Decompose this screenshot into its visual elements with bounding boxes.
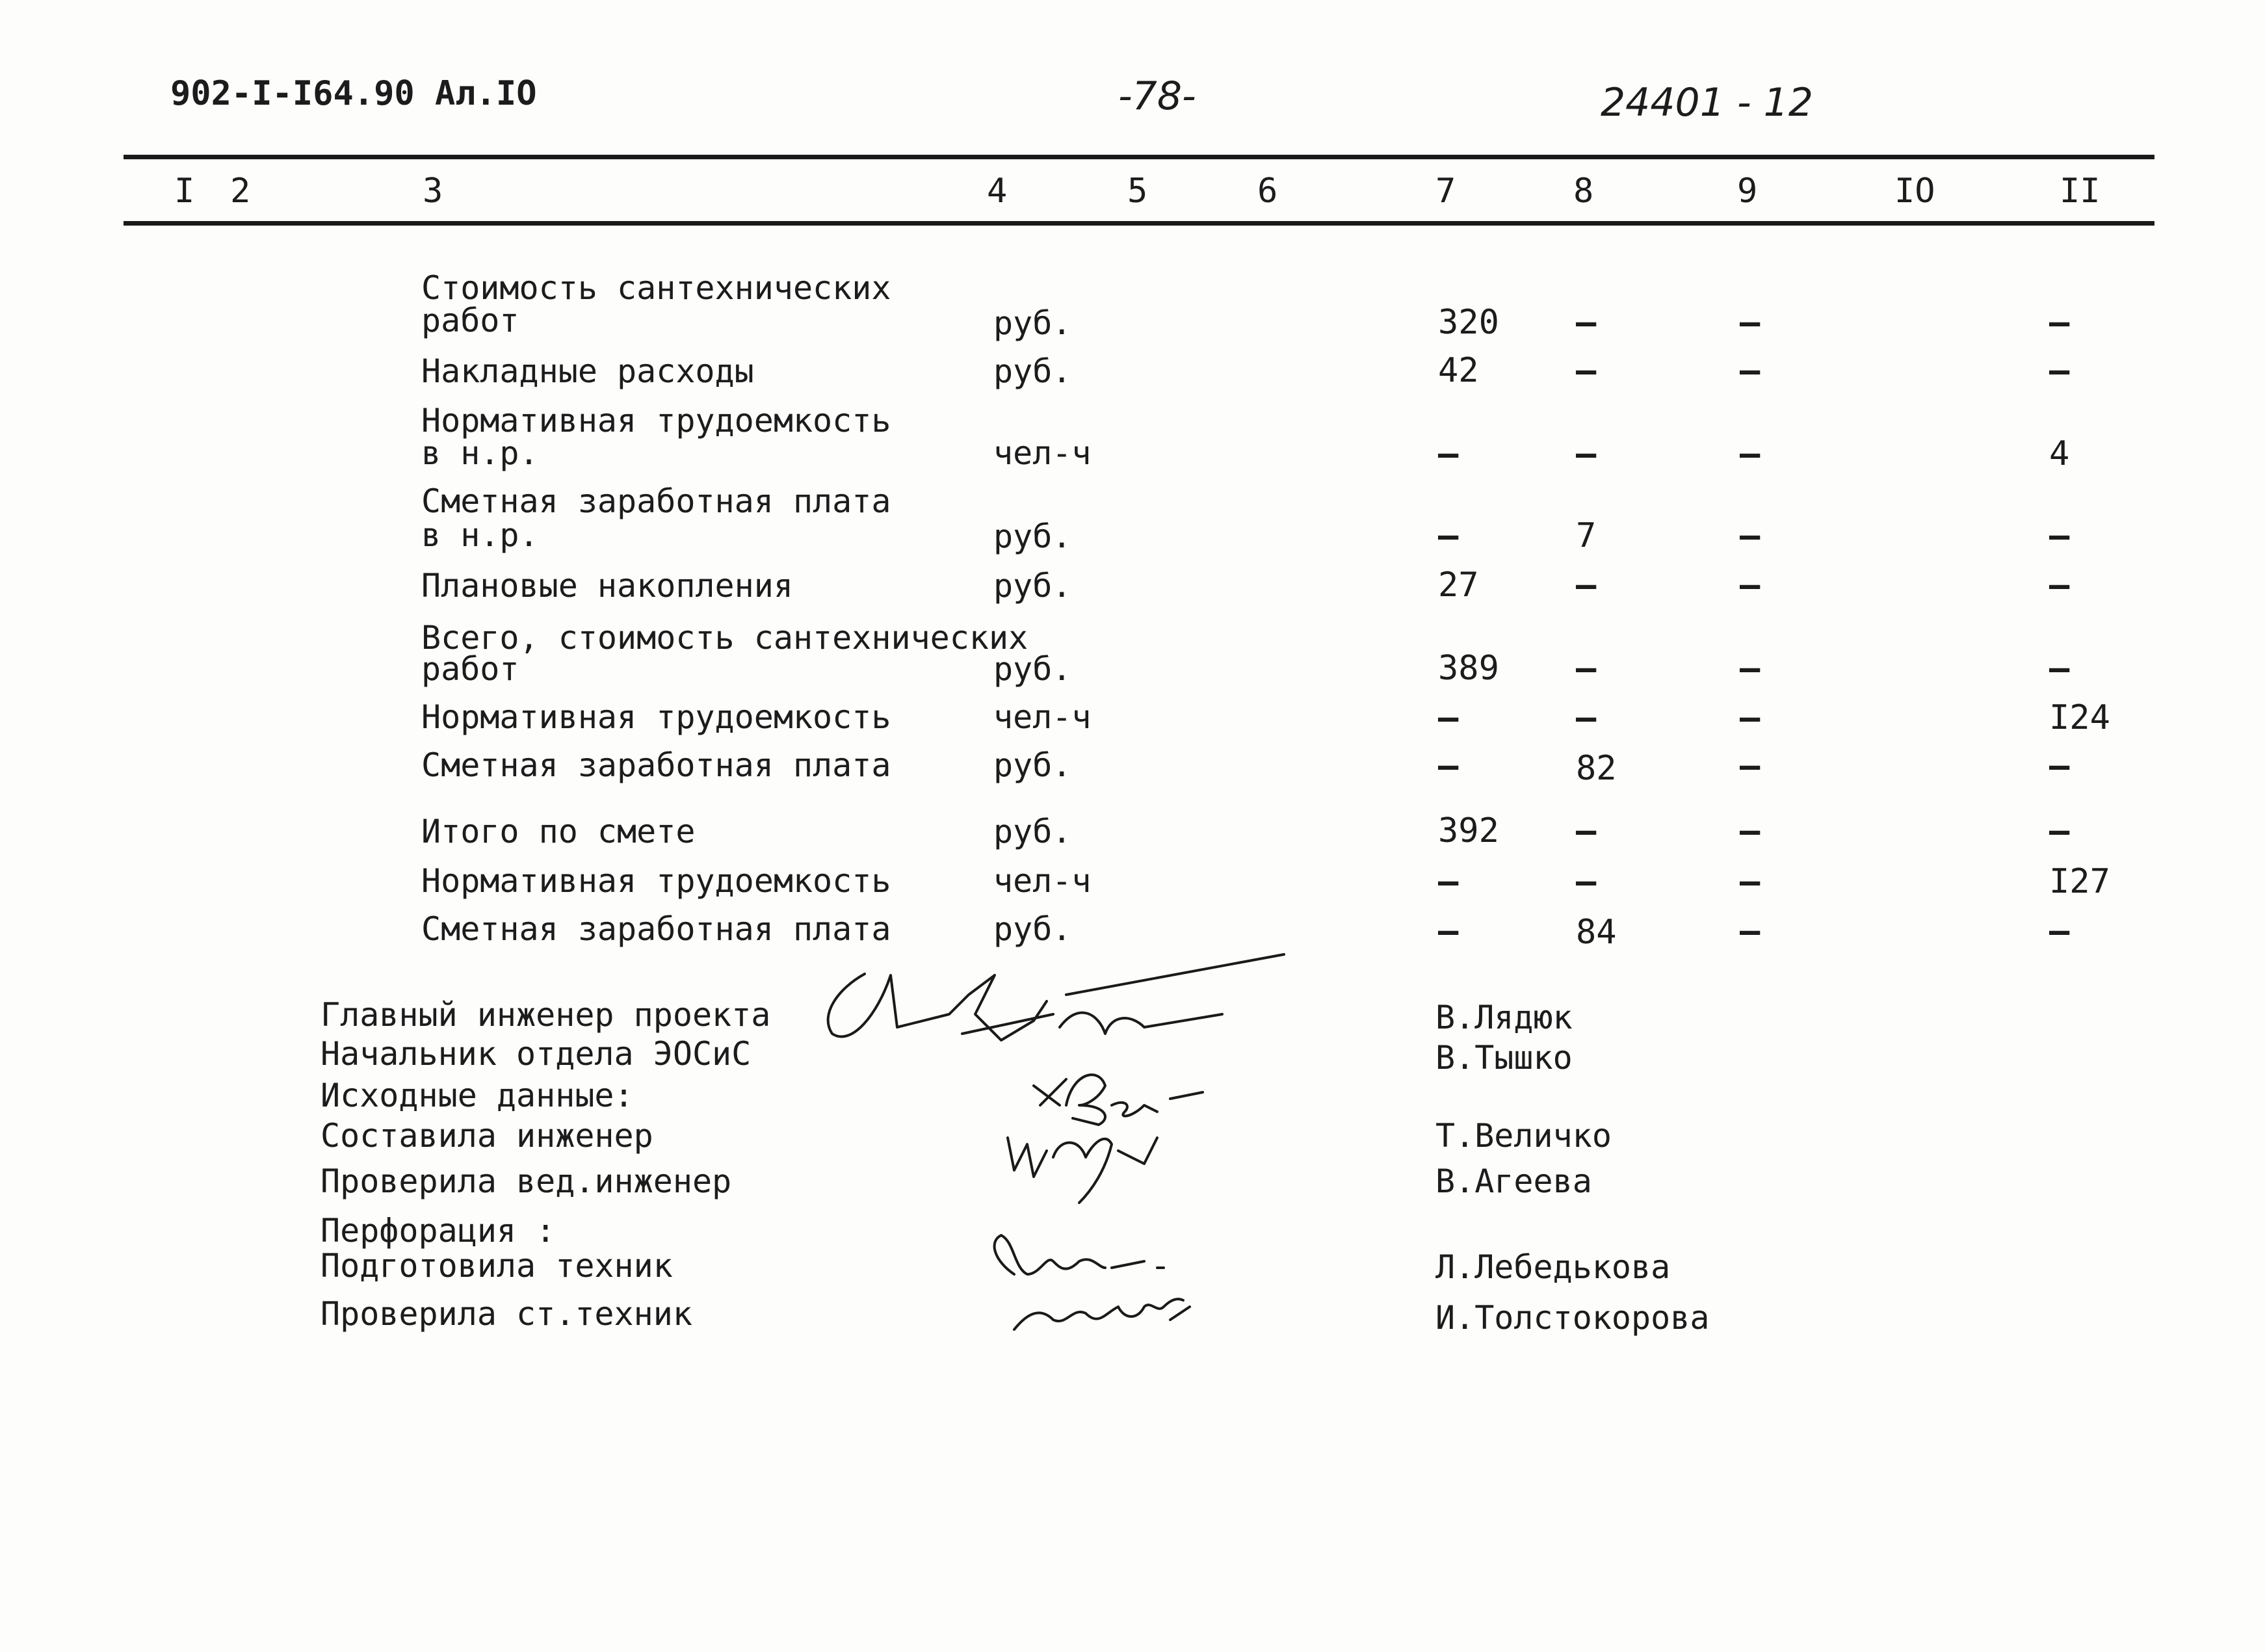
column-header: 7 (1435, 172, 1456, 211)
value-cell-col9: – (1740, 911, 1761, 951)
value-cell-col7: – (1438, 746, 1459, 785)
signatory-name: В.Тышко (1435, 1039, 1573, 1077)
sheet-code: 24401 - 12 (1601, 80, 1814, 125)
signature-title: Составила инженер (321, 1117, 653, 1155)
signatory-name: И.Толстокорова (1435, 1299, 1710, 1337)
value-cell-col11: – (2049, 303, 2070, 342)
value-cell-col9: – (1740, 698, 1761, 737)
row-label-line: в н.р. (421, 434, 539, 472)
value-cell-col11: – (2049, 566, 2070, 605)
value-cell-col7: 392 (1438, 811, 1499, 850)
signatory-name: Л.Лебедькова (1435, 1248, 1671, 1286)
value-cell-col11: – (2049, 911, 2070, 951)
row-label-line: работ (421, 302, 519, 339)
unit-cell: руб. (993, 813, 1072, 850)
value-cell-col11: I27 (2049, 862, 2110, 901)
unit-cell: руб. (993, 910, 1072, 948)
value-cell-col11: – (2049, 516, 2070, 555)
row-label-line: в н.р. (421, 516, 539, 554)
row-label-line: Нормативная трудоемкость (421, 698, 891, 736)
unit-cell: руб. (993, 352, 1072, 390)
signature-title: Исходные данные: (321, 1077, 634, 1114)
column-header: 3 (423, 172, 443, 211)
value-cell-col8: – (1576, 698, 1597, 737)
row-label-line: Сметная заработная плата (421, 482, 891, 520)
column-header: IO (1894, 172, 1935, 211)
page-number: -78- (1118, 73, 1196, 119)
unit-cell: руб. (993, 518, 1072, 555)
value-cell-col11: 4 (2049, 434, 2070, 473)
row-label-line: Стоимость сантехнических (421, 269, 891, 307)
row-label-line: Плановые накопления (421, 567, 793, 605)
signature-title: Проверила ст.техник (321, 1295, 692, 1333)
unit-cell: чел-ч (993, 698, 1092, 736)
signatory-name: В.Агеева (1435, 1162, 1592, 1200)
signature-checker (1014, 1299, 1190, 1330)
row-label-line: Накладные расходы (421, 352, 754, 390)
column-header: 8 (1573, 172, 1594, 211)
column-header: II (2060, 172, 2101, 211)
value-cell-col8: 84 (1576, 913, 1617, 952)
unit-cell: руб. (993, 567, 1072, 605)
signatory-name: Т.Величко (1435, 1117, 1612, 1155)
signature-chief-engineer (828, 954, 1284, 1040)
value-cell-col8: – (1576, 811, 1597, 850)
value-cell-col7: – (1438, 516, 1459, 555)
column-header: 9 (1737, 172, 1758, 211)
value-cell-col11: – (2049, 649, 2070, 688)
value-cell-col9: – (1740, 303, 1761, 342)
value-cell-col7: – (1438, 434, 1459, 473)
signature-preparer (995, 1235, 1164, 1274)
value-cell-col9: – (1740, 746, 1761, 785)
row-label-line: Нормативная трудоемкость (421, 402, 891, 439)
value-cell-col7: 320 (1438, 303, 1499, 342)
unit-cell: руб. (993, 746, 1072, 784)
row-label-line: Всего, стоимость сантехнических (421, 619, 1028, 657)
value-cell-col11: – (2049, 811, 2070, 850)
value-cell-col8: – (1576, 566, 1597, 605)
value-cell-col9: – (1740, 811, 1761, 850)
value-cell-col7: – (1438, 698, 1459, 737)
value-cell-col11: – (2049, 746, 2070, 785)
value-cell-col7: – (1438, 862, 1459, 901)
column-header: 6 (1257, 172, 1278, 211)
row-label-line: Нормативная трудоемкость (421, 862, 891, 900)
signature-title: Подготовила техник (321, 1247, 673, 1285)
column-header: 5 (1127, 172, 1148, 211)
value-cell-col9: – (1740, 862, 1761, 901)
value-cell-col8: 7 (1576, 516, 1597, 555)
value-cell-col8: – (1576, 649, 1597, 688)
signature-department-head (1034, 1075, 1203, 1125)
value-cell-col7: – (1438, 911, 1459, 951)
column-header: 2 (230, 172, 251, 211)
value-cell-col7: 27 (1438, 566, 1479, 605)
value-cell-col9: – (1740, 649, 1761, 688)
value-cell-col9: – (1740, 566, 1761, 605)
value-cell-col11: I24 (2049, 698, 2110, 737)
signatory-name: В.Лядюк (1435, 999, 1573, 1036)
value-cell-col9: – (1740, 434, 1761, 473)
unit-cell: чел-ч (993, 434, 1092, 472)
column-header: 4 (987, 172, 1008, 211)
signature-title: Проверила вед.инженер (321, 1162, 732, 1200)
signature-compiler (1008, 1138, 1157, 1203)
value-cell-col9: – (1740, 351, 1761, 390)
row-label-line: работ (421, 650, 519, 688)
value-cell-col8: – (1576, 862, 1597, 901)
value-cell-col11: – (2049, 351, 2070, 390)
value-cell-col8: – (1576, 303, 1597, 342)
value-cell-col8: 82 (1576, 749, 1617, 788)
signature-title: Начальник отдела ЭОСиС (321, 1035, 752, 1073)
value-cell-col7: 389 (1438, 649, 1499, 688)
value-cell-col8: – (1576, 351, 1597, 390)
row-label-line: Сметная заработная плата (421, 746, 891, 784)
value-cell-col7: 42 (1438, 351, 1479, 390)
row-label-line: Итого по смете (421, 813, 696, 850)
document-code: 902-I-I64.90 Ал.IO (170, 74, 537, 113)
column-header: I (174, 172, 195, 211)
row-label-line: Сметная заработная плата (421, 910, 891, 948)
unit-cell: чел-ч (993, 862, 1092, 900)
value-cell-col8: – (1576, 434, 1597, 473)
signature-title: Главный инженер проекта (321, 996, 771, 1034)
signature-title: Перфорация : (321, 1212, 556, 1250)
unit-cell: руб. (993, 650, 1072, 688)
unit-cell: руб. (993, 304, 1072, 342)
value-cell-col9: – (1740, 516, 1761, 555)
